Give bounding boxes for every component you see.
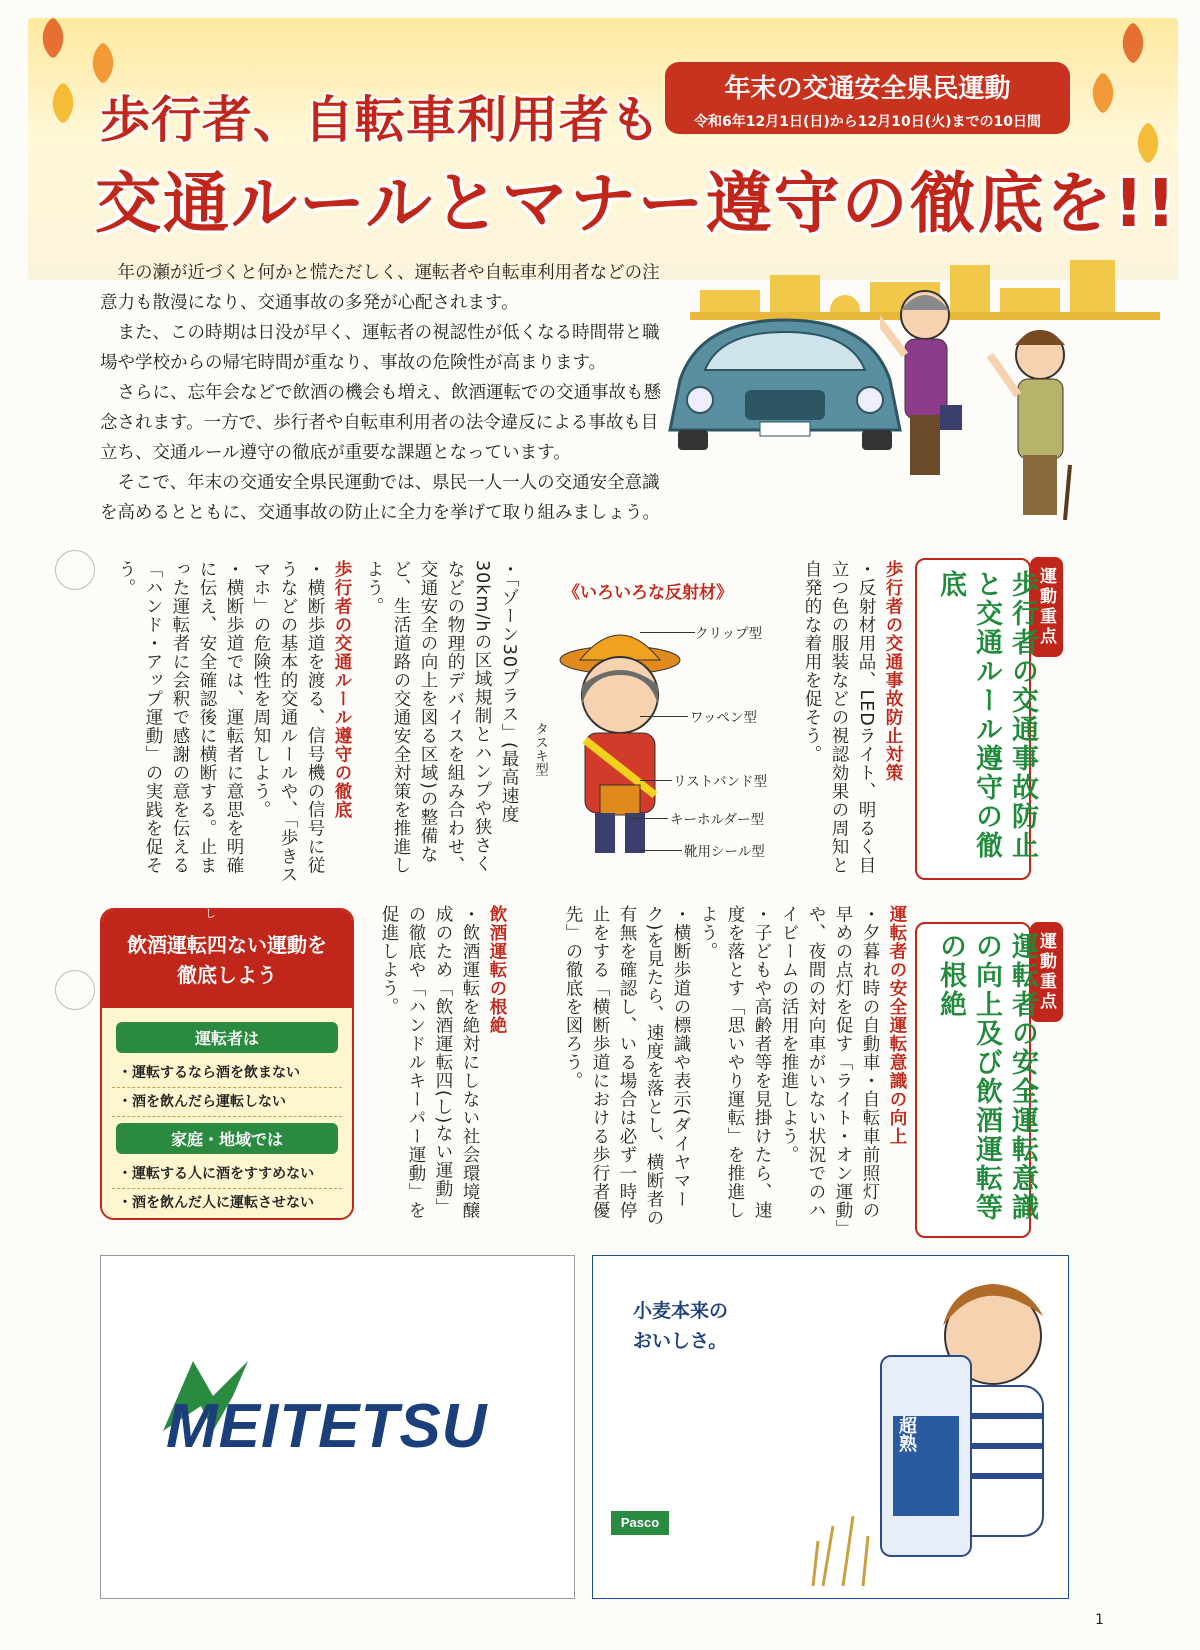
maple-leaf-icon xyxy=(32,18,74,59)
focus-tag: 運動重点 xyxy=(1030,557,1063,657)
callout-patch: ワッペン型 xyxy=(690,710,757,726)
elderly-man-illustration xyxy=(985,315,1085,525)
focus-tag: 運動重点 xyxy=(1030,922,1063,1022)
home-item: ・運転する人に酒をすすめない xyxy=(112,1160,342,1189)
section-body: ・夕暮れ時の自動車・自転車前照灯の早めの点灯を促す「ライト・オン運動」や、夜間の対向車がいない状況でのハイビームの活用を推進しよう。 xyxy=(779,905,880,1230)
bread-name: 超熟 xyxy=(896,1416,917,1452)
callout-line xyxy=(640,850,682,851)
ad-meitetsu xyxy=(100,1255,575,1599)
pasco-copy xyxy=(633,1296,728,1356)
reflective-title: 《いろいろな反射材》 xyxy=(563,583,733,603)
callout-clip: クリップ型 xyxy=(695,626,762,642)
pasco-copy-line1: 小麦本来の xyxy=(633,1300,729,1322)
intro-paragraph: さらに、忘年会などで飲酒の機会も増え、飲酒運転での交通事故も懸念されます。一方で、歩行者や自転車利用者の法令違反による事故も目立ち、交通ルール遵守の徹底が重要な課題となっています。 xyxy=(100,383,662,463)
boy-bread-illustration xyxy=(793,1266,1063,1591)
driver-label: 運転者は xyxy=(116,1022,338,1053)
callout-wristband: リストバンド型 xyxy=(673,774,767,790)
callout-line xyxy=(640,632,695,633)
callout-keyholder: キーホルダー型 xyxy=(670,812,764,828)
elderly-woman-illustration xyxy=(880,275,970,495)
intro-paragraph: また、この時期は日没が早く、運転者の視認性が低くなる時間帯と職場や学校からの帰宅時間が重なり、事故の危険性が高まります。 xyxy=(100,323,660,373)
driver-item: ・酒を飲んだら運転しない xyxy=(112,1088,342,1117)
driver-item: ・運転するなら酒を飲まない xyxy=(112,1059,342,1088)
ruby-text: し xyxy=(205,907,216,920)
callout-sash: タスキ型 xyxy=(532,722,548,776)
campaign-period: 令和6年12月1日(日)から12月10日(火)までの10日間 xyxy=(693,114,1041,130)
intro-paragraph: そこで、年末の交通安全県民運動では、県民一人一人の交通安全意識を高めるとともに、交通事故の防止に全力を挙げて取り組みましょう。 xyxy=(100,473,660,523)
maple-leaf-icon xyxy=(42,82,84,124)
section-heading: 運転者の安全運転意識の向上 xyxy=(887,905,907,1146)
section-heading: 歩行者の交通ルール遵守の徹底 xyxy=(332,560,352,819)
section-body: ・「ゾーン30プラス」(最高速度30km/hの区域規制とハンプや狭さくなどの物理的デバイスを組み合わせ、交通安全の向上を図る区域)の整備など、生活道路の交通安全対策を推進しよう。 xyxy=(364,560,519,875)
meitetsu-logo-text: MEITETSU xyxy=(166,1392,488,1461)
campaign-name: 年末の交通安全県民運動 xyxy=(724,74,1011,104)
drink-box-body xyxy=(102,1008,352,1220)
section-body: ・飲酒運転を絶対にしない社会環境醸成のため「飲酒運転四(し)ない運動」の徹底や「ハンドルキーパー運動」を促進しよう。 xyxy=(379,905,480,1220)
section-heading: 飲酒運転の根絶 xyxy=(487,905,507,1035)
section-body: ・横断歩道では、運転者に意思を明確に伝え、安全確認後に横断する。止まった運転者に会釈で感謝の意を伝える「ハンド・アップ運動」の実践を促そう。 xyxy=(116,560,244,875)
callout-line xyxy=(640,780,672,781)
callout-line xyxy=(630,818,668,819)
home-item: ・酒を飲んだ人に運転させない xyxy=(118,1195,314,1211)
binder-hole xyxy=(55,970,95,1010)
intro-paragraph: 年の瀬が近づくと何かと慌ただしく、運転者や自転車利用者などの注意力も散漫になり、交通事故の多発が心配されます。 xyxy=(100,263,660,313)
focus-title-1: 歩行者の交通事故防止と交通ルール遵守の徹底 xyxy=(935,570,1038,860)
section-body: ・反射材用品、LEDライト、明るく目立つ色の服装などの視認効果の周知と自発的な着用を促そう。 xyxy=(802,560,876,875)
pasco-logo: Pasco xyxy=(611,1511,669,1535)
maple-leaf-icon xyxy=(82,42,124,84)
car-illustration xyxy=(660,310,910,460)
campaign-badge xyxy=(665,62,1070,134)
page-title-line2: 交通ルールとマナー遵守の徹底を!! xyxy=(95,165,1178,242)
column-zone30 xyxy=(362,560,522,890)
binder-hole xyxy=(55,550,95,590)
ad-pasco xyxy=(592,1255,1069,1599)
column-drunk-driving xyxy=(370,905,510,1235)
focus-title-2: 運転者の安全運転意識の向上及び飲酒運転等の根絶 xyxy=(935,932,1038,1222)
drink-driving-box xyxy=(100,908,354,1220)
section-body: ・横断歩道を渡る、信号機の信号に従うなどの基本的交通ルールや、「歩きスマホ」の危険性を周知しよう。 xyxy=(251,560,325,885)
maple-leaf-icon xyxy=(1082,72,1124,114)
page-number: 1 xyxy=(1095,1612,1104,1628)
intro-text xyxy=(100,258,670,528)
drink-box-title xyxy=(102,910,352,1008)
pasco-copy-line2: おいしさ。 xyxy=(633,1330,728,1352)
column-driver-awareness xyxy=(563,905,910,1235)
section-body: ・子どもや高齢者等を見掛けたら、速度を落とす「思いやり運転」を推進しよう。 xyxy=(698,905,772,1220)
section-body: ・横断歩道の標識や表示(ダイヤマーク)を見たら、速度を落とし、横断者の有無を確認し、いる場合は必ず一時停止をする「横断歩道における歩行者優先」の徹底を図ろう。 xyxy=(563,905,691,1228)
drink-box-title-b: 徹底しよう xyxy=(177,963,277,987)
home-label: 家庭・地域では xyxy=(116,1123,338,1154)
maple-leaf-icon xyxy=(1112,22,1154,64)
callout-line xyxy=(640,716,688,717)
section-heading: 歩行者の交通事故防止対策 xyxy=(883,560,903,782)
column-pedestrian-rules xyxy=(100,560,355,890)
column-pedestrian-measures xyxy=(776,560,906,890)
drink-box-title-a: 飲酒運転四ない運動を xyxy=(127,933,327,957)
page-title-line1: 歩行者、自転車利用者も xyxy=(100,91,661,149)
child-reflective-illustration xyxy=(555,615,685,865)
callout-shoe-sticker: 靴用シール型 xyxy=(684,844,765,860)
